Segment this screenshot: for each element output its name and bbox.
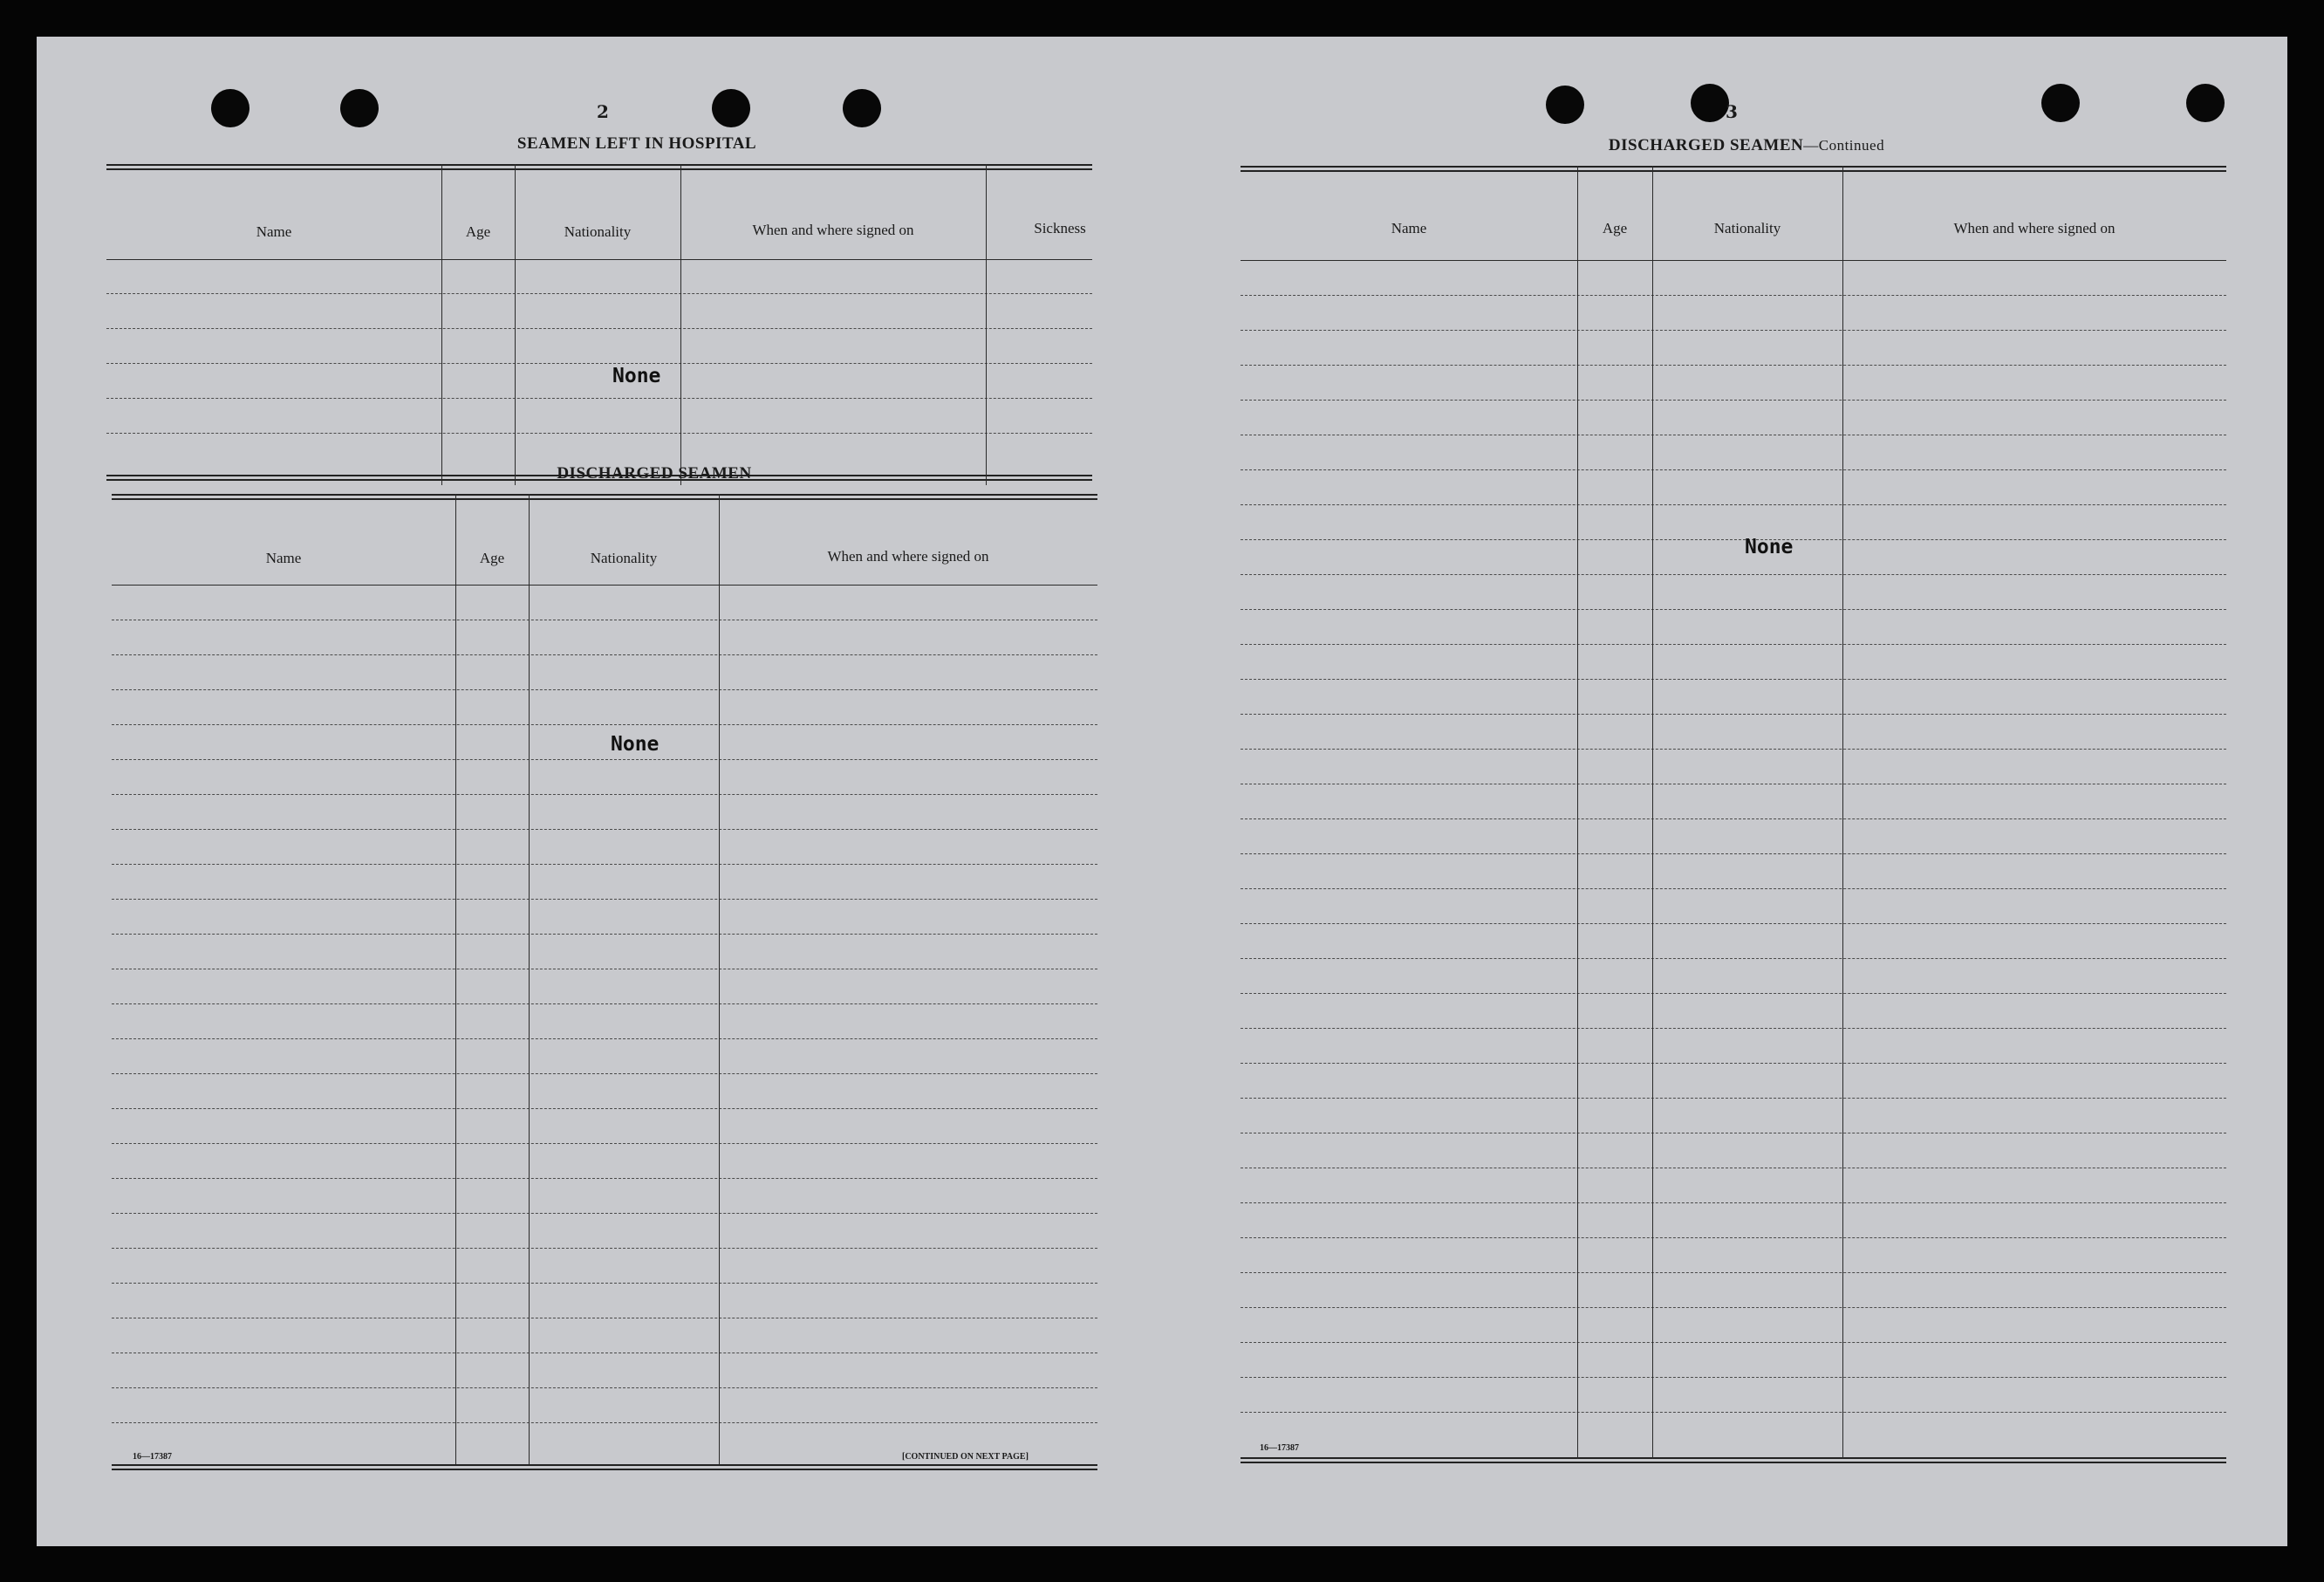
column-header-nationality: Nationality bbox=[590, 550, 658, 566]
punch-hole bbox=[211, 89, 249, 127]
punch-hole bbox=[340, 89, 379, 127]
punch-hole bbox=[2041, 84, 2080, 122]
document-sheet bbox=[37, 37, 2287, 1546]
punch-hole bbox=[1691, 84, 1729, 122]
hospital-table bbox=[106, 164, 1092, 485]
hospital-entry-none: None bbox=[612, 365, 661, 387]
discharged-continued-title-main: DISCHARGED SEAMEN bbox=[1608, 136, 1804, 154]
column-header-name: Name bbox=[1391, 220, 1427, 236]
column-header-sickness: Sickness bbox=[1034, 220, 1086, 236]
column-header-signed-on: When and where signed on bbox=[752, 222, 914, 238]
form-number-right: 16—17387 bbox=[1260, 1443, 1299, 1453]
column-header-nationality: Nationality bbox=[1713, 220, 1781, 236]
column-header-name: Name bbox=[265, 550, 302, 566]
discharged-table-left bbox=[112, 494, 1097, 1496]
column-header-nationality: Nationality bbox=[564, 223, 632, 240]
discharged-entry-none: None bbox=[611, 733, 660, 756]
column-header-name: Name bbox=[256, 223, 292, 240]
discharged-section-title: DISCHARGED SEAMEN bbox=[557, 464, 752, 483]
column-header-signed-on: When and where signed on bbox=[827, 548, 989, 565]
punch-hole bbox=[843, 89, 881, 127]
punch-hole bbox=[2186, 84, 2225, 122]
hospital-section-title: SEAMEN LEFT IN HOSPITAL bbox=[516, 134, 757, 153]
column-header-signed-on: When and where signed on bbox=[1953, 220, 2116, 236]
discharged-continued-entry-none: None bbox=[1745, 536, 1794, 558]
column-header-age: Age bbox=[1602, 220, 1628, 236]
discharged-continued-title bbox=[1520, 136, 1973, 155]
continued-suffix: —Continued bbox=[1803, 137, 1885, 154]
page-number-right: 3 bbox=[1726, 101, 1738, 122]
discharged-table-right bbox=[1241, 166, 2226, 1475]
punch-hole bbox=[1546, 86, 1584, 124]
column-header-age: Age bbox=[479, 550, 505, 566]
form-number-left: 16—17387 bbox=[133, 1452, 172, 1462]
page-number-left: 2 bbox=[597, 101, 609, 122]
continued-note: [CONTINUED ON NEXT PAGE] bbox=[902, 1452, 1029, 1462]
punch-hole bbox=[712, 89, 750, 127]
column-header-age: Age bbox=[465, 223, 491, 240]
